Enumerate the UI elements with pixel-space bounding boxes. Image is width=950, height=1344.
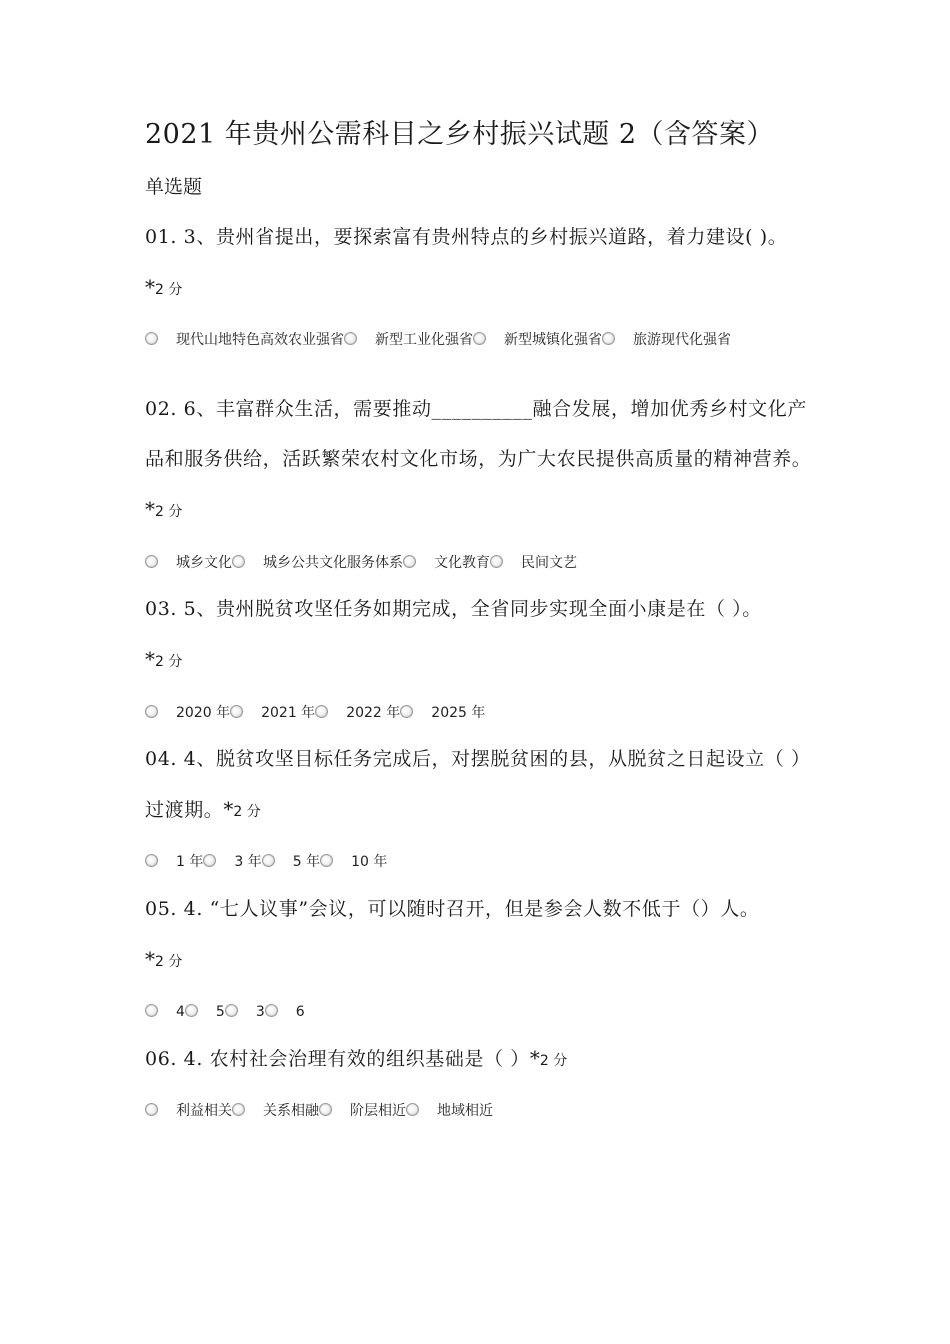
options-6 [145,1093,815,1129]
radio-icon[interactable] [473,332,486,345]
document-title: 2021 年贵州公需科目之乡村振兴试题 2（含答案） [145,119,775,150]
question-text: 02. 6、丰富群众生活，需要推动__________融合发展，增加优秀乡村文化产品和服务供给，活跃繁荣农村文化市场，为广大农民提供高质量的精神营养。 [145,398,812,470]
options-5 [145,994,815,1030]
radio-icon[interactable] [145,1004,158,1017]
question-text: 06. 4. 农村社会治理有效的组织基础是（ ） [145,1048,530,1070]
question-score: *2 分 [529,1046,568,1070]
radio-icon[interactable] [145,705,158,718]
question-1 [145,212,815,315]
option[interactable]: 6 [265,1004,305,1020]
radio-icon[interactable] [145,332,158,345]
question-5 [145,884,815,987]
question-text: 04. 4、脱贫攻坚目标任务完成后，对摆脱贫困的县，从脱贫之日起设立（ ）过渡期。 [145,748,811,821]
option[interactable]: 阶层相近 [319,1103,406,1119]
option[interactable]: 城乡文化 [145,555,232,571]
radio-icon[interactable] [344,332,357,345]
radio-icon[interactable] [320,854,333,867]
options-2 [145,545,815,581]
option[interactable]: 城乡公共文化服务体系 [232,555,403,571]
question-score: *2 分 [223,797,261,821]
option[interactable]: 2021 年 [230,705,315,721]
question-2 [145,384,815,537]
question-3 [145,584,815,687]
option[interactable]: 现代山地特色高效农业强省 [145,332,344,348]
question-6 [145,1033,815,1086]
option[interactable]: 5 年 [262,854,320,870]
option[interactable]: 2025 年 [400,705,485,721]
option[interactable]: 新型城镇化强省 [473,332,602,348]
option[interactable]: 旅游现代化强省 [602,332,731,348]
radio-icon[interactable] [232,1103,245,1116]
option[interactable]: 3 [225,1004,265,1020]
section-heading: 单选题 [145,176,203,198]
question-score: *2 分 [145,647,183,671]
radio-icon[interactable] [315,705,328,718]
option[interactable]: 1 年 [145,854,203,870]
option[interactable]: 关系相融 [232,1103,319,1119]
radio-icon[interactable] [145,555,158,568]
radio-icon[interactable] [406,1103,419,1116]
radio-icon[interactable] [232,555,245,568]
radio-icon[interactable] [262,854,275,867]
option[interactable]: 文化教育 [403,555,490,571]
option[interactable]: 新型工业化强省 [344,332,473,348]
question-text: 05. 4. “七人议事”会议，可以随时召开，但是参会人数不低于（）人。 [145,898,760,920]
radio-icon[interactable] [145,1103,158,1116]
option[interactable]: 4 [145,1004,185,1020]
radio-icon[interactable] [400,705,413,718]
radio-icon[interactable] [319,1103,332,1116]
radio-icon[interactable] [602,332,615,345]
radio-icon[interactable] [225,1004,238,1017]
option[interactable]: 2022 年 [315,705,400,721]
options-1 [145,322,815,358]
radio-icon[interactable] [490,555,503,568]
question-text: 01. 3、贵州省提出，要探索富有贵州特点的乡村振兴道路，着力建设( )。 [145,226,788,248]
radio-icon[interactable] [145,854,158,867]
options-4 [145,844,815,880]
radio-icon[interactable] [403,555,416,568]
question-score: *2 分 [145,275,183,299]
radio-icon[interactable] [185,1004,198,1017]
option[interactable]: 民间文艺 [490,555,577,571]
question-score: *2 分 [145,497,183,521]
question-4 [145,734,815,837]
option[interactable]: 5 [185,1004,225,1020]
question-text: 03. 5、贵州脱贫攻坚任务如期完成，全省同步实现全面小康是在（ ）。 [145,598,762,620]
radio-icon[interactable] [265,1004,278,1017]
option[interactable]: 2020 年 [145,705,230,721]
radio-icon[interactable] [230,705,243,718]
option[interactable]: 地域相近 [406,1103,493,1119]
option[interactable]: 利益相关 [145,1103,232,1119]
question-score: *2 分 [145,947,183,971]
option[interactable]: 3 年 [203,854,261,870]
radio-icon[interactable] [203,854,216,867]
option[interactable]: 10 年 [320,854,387,870]
options-3 [145,695,815,731]
